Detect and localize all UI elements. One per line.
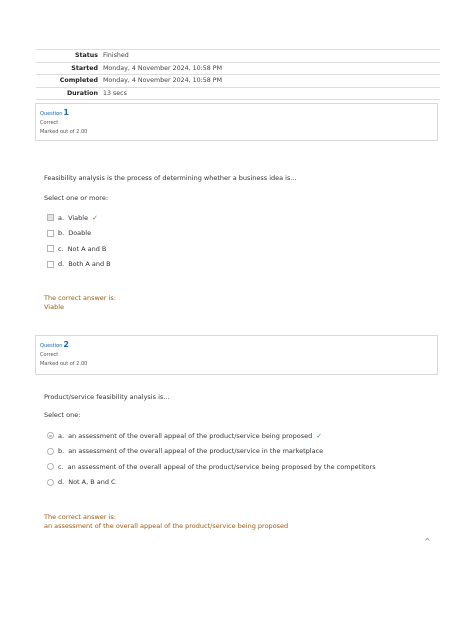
option-label: an assessment of the overall appeal of the product/service being proposed xyxy=(68,431,313,440)
option-label: Doable xyxy=(68,229,92,238)
checkmark-icon: ✓ xyxy=(316,431,323,440)
checkbox-icon[interactable] xyxy=(47,230,54,237)
attempt-summary-table xyxy=(36,49,440,100)
option-letter: c. xyxy=(58,462,64,471)
option-label: an assessment of the overall appeal of the product/service being proposed by the competitors xyxy=(67,462,376,471)
option-letter: d. xyxy=(58,478,65,487)
summary-label: Status xyxy=(74,52,98,59)
option-letter: a. xyxy=(58,431,65,440)
checkbox-checked-icon[interactable] xyxy=(47,214,54,221)
summary-label: Started xyxy=(71,64,98,72)
summary-value: Monday, 4 November 2024, 10:58 PM xyxy=(103,64,223,72)
question-info-2 xyxy=(35,335,438,375)
summary-value: Monday, 4 November 2024, 10:58 PM xyxy=(103,77,223,84)
feedback-1 xyxy=(44,294,116,312)
question-number[interactable] xyxy=(40,340,437,349)
option-d[interactable] xyxy=(47,475,376,491)
summary-label: Duration xyxy=(66,89,98,97)
option-label: Not A, B and C xyxy=(68,478,116,487)
summary-value: 13 secs xyxy=(103,89,127,97)
checkbox-icon[interactable] xyxy=(47,245,54,252)
option-b[interactable] xyxy=(47,444,376,460)
question-number-value: 1 xyxy=(63,108,69,117)
summary-row-completed xyxy=(36,75,440,88)
option-label: Both A and B xyxy=(68,260,111,269)
radio-checked-icon[interactable] xyxy=(47,432,54,439)
scroll-to-top-icon[interactable]: ^ xyxy=(424,537,431,546)
option-letter: c. xyxy=(58,244,64,253)
option-label: an assessment of the overall appeal of the product/service in the marketplace xyxy=(68,447,324,456)
feedback-label: The correct answer is: xyxy=(44,513,116,521)
question-number[interactable] xyxy=(40,108,437,117)
question-prefix: Question xyxy=(40,343,63,349)
option-label: Not A and B xyxy=(67,244,107,253)
option-d[interactable] xyxy=(47,257,111,273)
summary-row-duration xyxy=(36,88,440,101)
checkmark-icon: ✓ xyxy=(92,213,98,222)
option-letter: b. xyxy=(58,447,65,456)
option-b[interactable] xyxy=(47,226,111,242)
question-prefix: Question xyxy=(40,111,63,117)
option-a[interactable] xyxy=(47,428,376,444)
option-letter: d. xyxy=(58,260,65,269)
summary-label: Completed xyxy=(59,77,98,84)
question-text-1: Feasibility analysis is the process of determining whether a business idea is... xyxy=(44,174,297,182)
feedback-2 xyxy=(44,513,288,531)
question-instruction-2: Select one: xyxy=(44,411,81,419)
question-number-value: 2 xyxy=(63,340,69,349)
question-state: Correct xyxy=(40,120,59,126)
option-a[interactable] xyxy=(47,210,111,226)
option-c[interactable] xyxy=(47,241,111,257)
feedback-answer: Viable xyxy=(44,303,65,311)
feedback-label: The correct answer is: xyxy=(44,294,116,302)
option-letter: a. xyxy=(58,213,65,222)
option-letter: b. xyxy=(58,229,65,238)
question-marks: Marked out of 2.00 xyxy=(40,361,88,367)
radio-icon[interactable] xyxy=(47,479,54,486)
summary-row-started xyxy=(36,63,440,76)
question-info-1 xyxy=(35,103,438,141)
question-state: Correct xyxy=(40,352,59,358)
question-marks: Marked out of 2.00 xyxy=(40,129,88,135)
option-label: Viable xyxy=(68,213,89,222)
summary-value: Finished xyxy=(103,52,129,59)
options-list-2 xyxy=(47,428,376,490)
options-list-1 xyxy=(47,210,111,272)
question-text-2: Product/service feasibility analysis is... xyxy=(44,393,170,401)
feedback-answer: an assessment of the overall appeal of the product/service being proposed xyxy=(44,522,289,530)
summary-row-status xyxy=(36,50,440,63)
radio-icon[interactable] xyxy=(47,448,54,455)
radio-icon[interactable] xyxy=(47,463,54,470)
checkbox-icon[interactable] xyxy=(47,261,54,268)
question-instruction-1: Select one or more: xyxy=(44,194,109,202)
option-c[interactable] xyxy=(47,459,376,475)
